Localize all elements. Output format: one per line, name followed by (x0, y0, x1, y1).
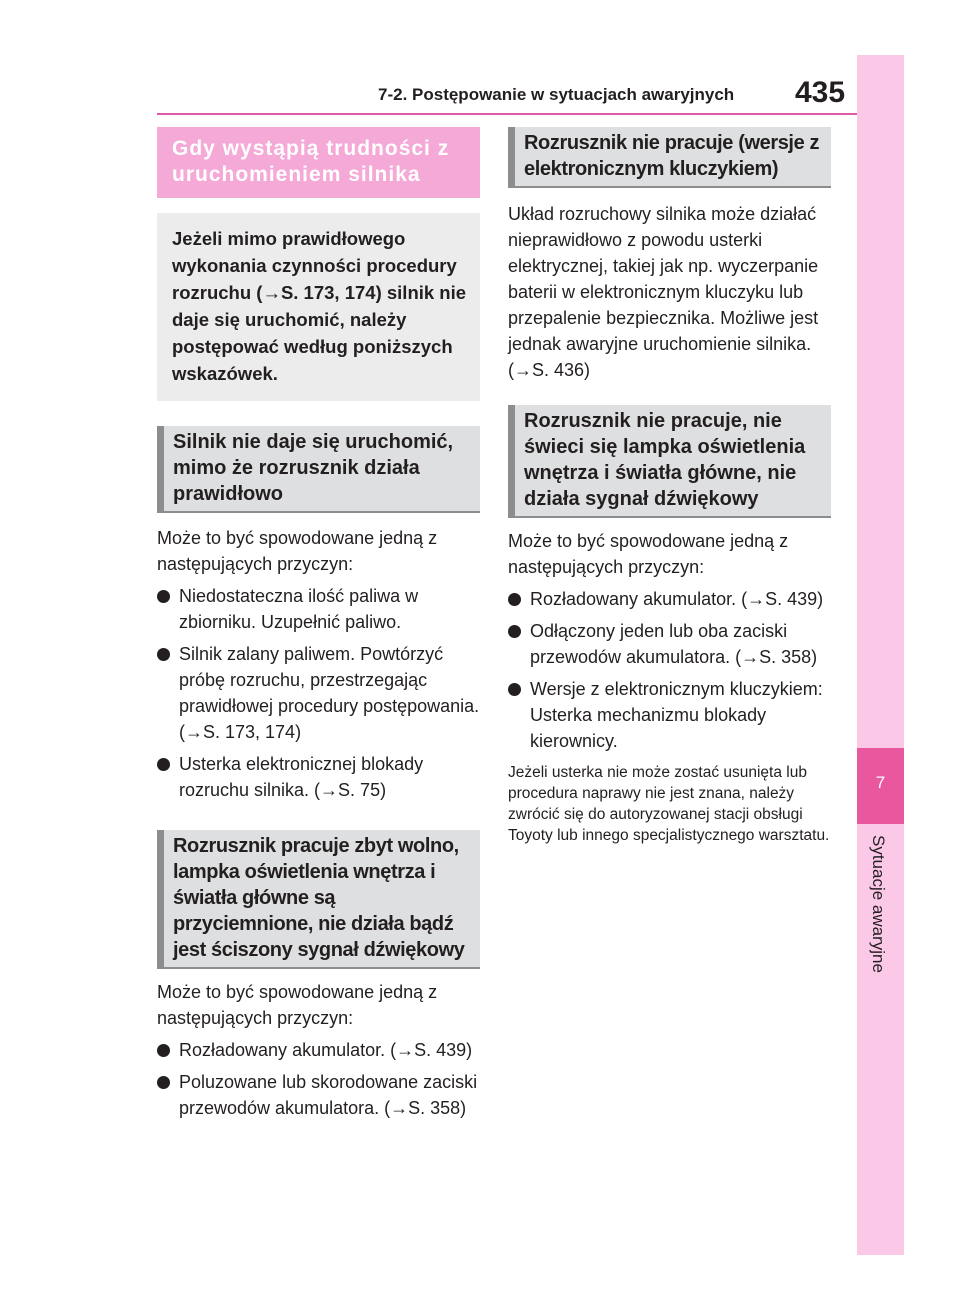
intro-box: Jeżeli mimo prawidłowego wykonania czynności procedury rozruchu (→S. 173, 174) silnik nie daje się uruchomić, należy postępować według poniższych wskazówek. (157, 213, 480, 401)
list-item: Usterka elektronicznej blokady rozruchu silnika. (→S. 75) (157, 751, 480, 803)
bullet-icon (157, 648, 170, 661)
section-heading: Rozrusznik nie pracuje, nie świeci się lampka oświetlenia wnętrza i światła główne, nie działa sygnał dźwiękowy (508, 405, 831, 518)
main-title: Gdy wystąpią trudności z uruchomieniem silnika (157, 127, 480, 198)
chapter-number: 7 (857, 748, 904, 824)
left-column (157, 127, 480, 1121)
section-body: Układ rozruchowy silnika może działać nieprawidłowo z powodu usterki elektrycznej, takiej jak np. wyczerpanie baterii w elektronicznym kluczyku lub przepalenie bezpiecznika. Możliwe jest jednak awaryjne uruchomienie silnika. (→S. 436) (508, 204, 819, 380)
section-smart-key (508, 127, 831, 383)
list-item: Wersje z elektronicznym kluczykiem: Usterka mechanizmu blokady kierownicy. (508, 676, 831, 754)
header-rule (157, 113, 857, 115)
cause-list (157, 1037, 480, 1121)
section-starter-slow (157, 830, 480, 1121)
chapter-side-tab (857, 55, 904, 1255)
section-title: 7-2. Postępowanie w sytuacjach awaryjnych (378, 85, 735, 104)
bullet-icon (157, 1044, 170, 1057)
section-lead: Może to być spowodowane jedną z następujących przyczyn: (157, 528, 438, 574)
bullet-icon (157, 590, 170, 603)
list-item: Rozładowany akumulator. (→S. 439) (508, 586, 831, 612)
list-item: Niedostateczna ilość paliwa w zbiorniku. Uzupełnić paliwo. (157, 583, 480, 635)
section-heading: Rozrusznik pracuje zbyt wolno, lampka oświetlenia wnętrza i światła główne są przyciemnione, nie działa bądź jest ściszony sygnał dźwiękowy (157, 830, 480, 969)
section-lead: Może to być spowodowane jedną z następujących przyczyn: (508, 531, 789, 577)
right-column (508, 127, 831, 846)
bullet-icon (508, 683, 521, 696)
chapter-label: Sytuacje awaryjne (869, 835, 888, 973)
list-item: Rozładowany akumulator. (→S. 439) (157, 1037, 480, 1063)
section-heading: Silnik nie daje się uruchomić, mimo że rozrusznik działa prawidłowo (157, 426, 480, 513)
section-lead: Może to być spowodowane jedną z następujących przyczyn: (157, 982, 438, 1028)
section-no-power (508, 405, 831, 846)
list-item: Poluzowane lub skorodowane zaciski przewodów akumulatora. (→S. 358) (157, 1069, 480, 1121)
list-item: Odłączony jeden lub oba zaciski przewodów akumulatora. (→S. 358) (508, 618, 831, 670)
bullet-icon (508, 625, 521, 638)
section-heading: Rozrusznik nie pracuje (wersje z elektronicznym kluczykiem) (508, 127, 831, 188)
repair-note: Jeżeli usterka nie może zostać usunięta lub procedura naprawy nie jest znana, należy zwrócić się do autoryzowanej stacji obsługi Toyoty lub innego specjalistycznego warsztatu. (508, 764, 830, 844)
section-starter-ok (157, 426, 480, 803)
bullet-icon (508, 593, 521, 606)
page-number: 435 (795, 76, 846, 109)
cause-list (508, 586, 831, 754)
list-item: Silnik zalany paliwem. Powtórzyć próbę rozruchu, przestrzegając prawidłowej procedury postępowania. (→S. 173, 174) (157, 641, 480, 745)
bullet-icon (157, 1076, 170, 1089)
bullet-icon (157, 758, 170, 771)
cause-list (157, 583, 480, 803)
